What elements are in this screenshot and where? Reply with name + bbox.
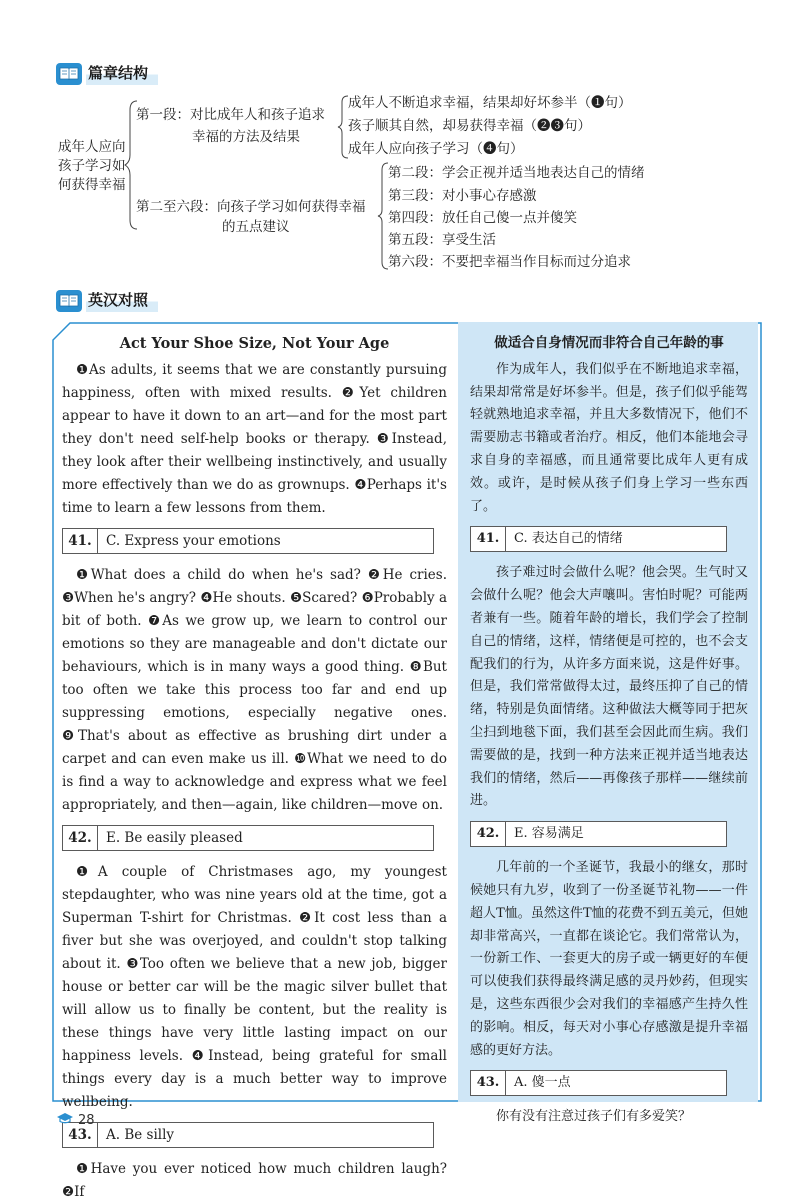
- chinese-paragraph: 作为成年人，我们似乎在不断地追求幸福，结果却常常是好坏参半。但是，孩子们似乎能驾轻就熟地追求幸福，并且大多数情况下，他们不需要励志书籍或者治疗。相反，他们本能地会寻求自身的幸福感，而且通常要比成年人更有成效。或许，是时候从孩子们身上学习一些东西了。: [470, 361, 748, 514]
- chinese-column: [470, 330, 748, 1129]
- question-box: [62, 528, 434, 554]
- part2-item-4: 第五段：享受生活: [388, 232, 496, 248]
- section-heading-bilingual: [56, 289, 158, 312]
- page-footer: [56, 1112, 95, 1128]
- root-line-1: 成年人应向: [58, 139, 126, 155]
- question-box: [470, 1070, 727, 1096]
- part1-item-2: 孩子顺其自然，却易获得幸福（❷❸句）: [348, 118, 591, 134]
- question-answer: E. 容易满足: [514, 825, 584, 841]
- question-answer: C. 表达自己的情绪: [514, 530, 623, 546]
- question-number: 42.: [471, 822, 506, 846]
- section-title: 英汉对照: [86, 289, 158, 312]
- structure-outline: [0, 0, 800, 280]
- chinese-title: 做适合自身情况而非符合自己年龄的事: [494, 335, 724, 351]
- part1-item-3: 成年人应向孩子学习（❹句）: [348, 141, 524, 157]
- root-line-3: 何获得幸福: [58, 177, 126, 193]
- english-paragraph: ❶What does a child do when he's sad? ❷He cries. ❸When he's angry? ❹He shouts. ❺Scared? ❻Probably a bit of both. ❼As we grow up, we learn to control our emotions so they are manageable and don't dictate our behaviours, which is in many ways a good thing. ❽But too often we take this process too far and end up suppressing emotions, especially negative ones. ❾That's about as effective as brushing dirt under a carpet and can even make us ill. ❿What we need to do is find a way to acknowledge and express what we feel appropriately, and then—again, like children—move on.: [62, 567, 447, 813]
- chinese-paragraph: 几年前的一个圣诞节，我最小的继女，那时候她只有九岁，收到了一份圣诞节礼物——一件超人T恤。虽然这件T恤的花费不到五美元，但她却非常高兴，一直都在谈论它。我们常常认为，一份新工作、一套更大的房子或一辆更好的车便可以使我们获得最终满足感的灵丹妙药，但现实是，这些东西很少会对我们的幸福感产生持久性的影响。相反，每天对小事心存感激是提升幸福感的更好方法。: [470, 860, 748, 1058]
- question-answer: E. Be easily pleased: [106, 829, 243, 846]
- page-number: 28: [78, 1112, 95, 1128]
- part2-item-3: 第四段：放任自己傻一点并傻笑: [388, 210, 577, 226]
- question-number: 41.: [471, 527, 506, 551]
- part1-label-2: 幸福的方法及结果: [192, 129, 300, 145]
- question-number: 43.: [63, 1123, 98, 1147]
- book-icon: [56, 290, 82, 312]
- question-box: [470, 526, 727, 552]
- question-answer: A. 傻一点: [514, 1074, 571, 1090]
- part2-item-1: 第二段：学会正视并适当地表达自己的情绪: [388, 165, 645, 181]
- part1-label-1: 第一段：对比成年人和孩子追求: [136, 107, 325, 123]
- english-paragraph: ❶As adults, it seems that we are constantly pursuing happiness, often with mixed results. ❷Yet children appear to have it down to an art—and for the most part they don't need self-help books or therapy. ❸Instead, they look after their wellbeing instinctively, and usually more effectively than we do as grownups. ❹Perhaps it's time to learn a few lessons from them.: [62, 362, 447, 516]
- question-box: [62, 1122, 434, 1148]
- question-box: [62, 825, 434, 851]
- question-number: 42.: [63, 826, 98, 850]
- section-title: 篇章结构: [86, 62, 158, 85]
- part2-item-5: 第六段：不要把幸福当作目标而过分追求: [388, 254, 631, 270]
- english-paragraph: ❶Have you ever noticed how much children laugh? ❷If: [62, 1161, 447, 1200]
- question-answer: A. Be silly: [106, 1126, 175, 1143]
- question-box: [470, 821, 727, 847]
- part2-label-2: 的五点建议: [222, 219, 290, 235]
- english-paragraph: ❶A couple of Christmases ago, my youngest stepdaughter, who was nine years old at the time, got a Superman T-shirt for Christmas. ❷It cost less than a fiver but she was overjoyed, and couldn't stop talking about it. ❸Too often we believe that a new job, bigger house or better car will be the magic silver bullet that will allow us to finally be content, but the reality is these things have very little lasting impact on our happiness levels. ❹Instead, being grateful for small things every day is a much better way to improve wellbeing.: [62, 864, 447, 1110]
- part1-item-1: 成年人不断追求幸福，结果却好坏参半（❶句）: [348, 95, 632, 111]
- chinese-paragraph: 孩子难过时会做什么呢？他会哭。生气时又会做什么呢？他会大声嚷叫。害怕时呢？可能两者兼有一些。随着年龄的增长，我们学会了控制自己的情绪，这样，情绪便是可控的，也不会支配我们的行为，从许多方面来说，这是件好事。但是，我们常常做得太过，最终压抑了自己的情绪，特别是负面情绪。这种做法大概等同于把灰尘扫到地毯下面，我们甚至会因此而生病。我们需要做的是，找到一种方法来正视并适当地表达我们的情绪，然后——再像孩子那样——继续前进。: [470, 565, 748, 809]
- part2-label-1: 第二至六段：向孩子学习如何获得幸福: [136, 199, 366, 215]
- root-line-2: 孩子学习如: [58, 158, 126, 174]
- question-number: 43.: [471, 1071, 506, 1095]
- part2-item-2: 第三段：对小事心存感激: [388, 188, 537, 204]
- question-answer: C. Express your emotions: [106, 532, 281, 549]
- english-column: [62, 330, 447, 1204]
- chinese-paragraph: 你有没有注意过孩子们有多爱笑？: [496, 1109, 692, 1125]
- english-title: Act Your Shoe Size, Not Your Age: [119, 335, 390, 352]
- question-number: 41.: [63, 529, 98, 553]
- graduation-cap-icon: [56, 1112, 74, 1128]
